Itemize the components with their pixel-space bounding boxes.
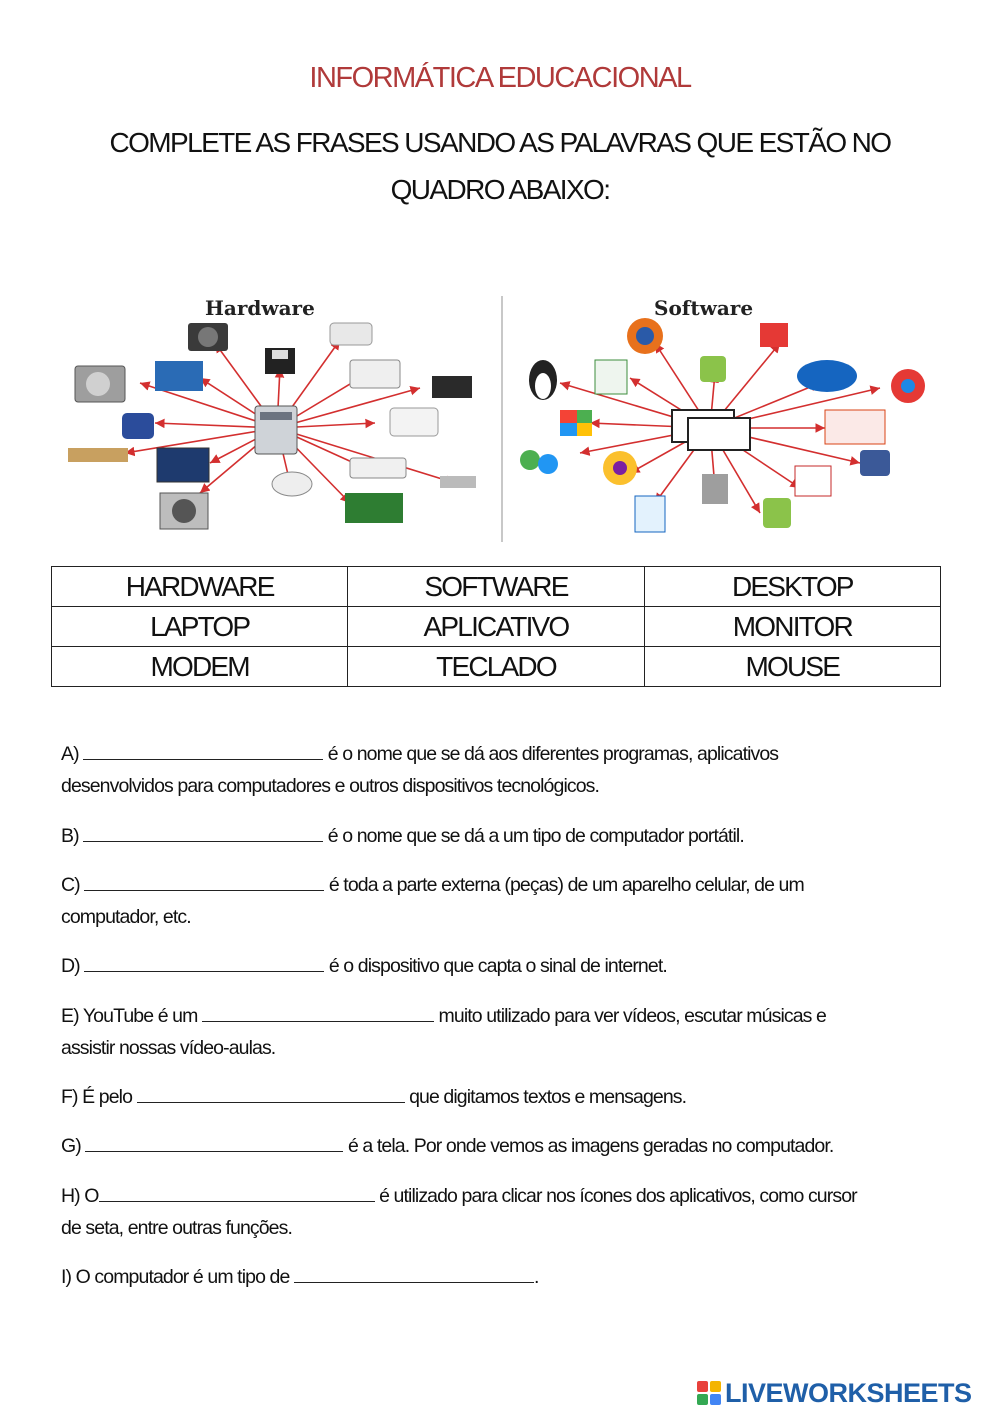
word-bank-row bbox=[52, 607, 941, 647]
word-bank-table bbox=[51, 566, 941, 687]
word-bank-cell: MONITOR bbox=[644, 607, 940, 647]
word-bank-row bbox=[52, 647, 941, 687]
answer-blank-b[interactable] bbox=[83, 823, 323, 842]
question-text: é a tela. Por onde vemos as imagens geradas no computador. bbox=[347, 1135, 834, 1157]
word-bank-cell: SOFTWARE bbox=[348, 567, 644, 607]
acrobat-icon bbox=[795, 466, 831, 496]
question-text-continued: de seta, entre outras funções. bbox=[61, 1217, 292, 1239]
avg-icon bbox=[760, 323, 788, 347]
printer-icon bbox=[330, 323, 372, 345]
question-label: B) bbox=[61, 825, 79, 847]
answer-blank-a[interactable] bbox=[83, 741, 323, 760]
answer-blank-i[interactable] bbox=[294, 1264, 534, 1283]
question-label: D) bbox=[61, 955, 80, 977]
question-label: G) bbox=[61, 1135, 81, 1157]
word-bank-cell: APLICATIVO bbox=[348, 607, 644, 647]
question-text-continued: computador, etc. bbox=[61, 906, 191, 928]
external-drive-icon bbox=[390, 408, 438, 436]
answer-blank-f[interactable] bbox=[137, 1084, 405, 1103]
question-text: é o nome que se dá a um tipo de computador portátil. bbox=[327, 825, 744, 847]
question-e bbox=[61, 1000, 941, 1064]
monitor-icon bbox=[157, 448, 209, 482]
question-text: é utilizado para clicar nos ícones dos aplicativos, como cursor bbox=[379, 1185, 857, 1207]
hardware-software-illustration bbox=[60, 288, 940, 543]
keyboard-icon bbox=[350, 458, 406, 478]
word-bank-cell: DESKTOP bbox=[644, 567, 940, 607]
thunderbird-icon bbox=[797, 360, 857, 392]
question-text: é toda a parte externa (peças) de um aparelho celular, de um bbox=[328, 874, 804, 896]
inkjet-printer-icon bbox=[350, 360, 400, 388]
question-label: F) É pelo bbox=[61, 1086, 133, 1108]
question-c bbox=[61, 869, 941, 933]
question-i bbox=[61, 1261, 941, 1293]
answer-blank-d[interactable] bbox=[84, 953, 324, 972]
question-text: é o dispositivo que capta o sinal de internet. bbox=[328, 955, 667, 977]
instruction-line-1: COMPLETE AS FRASES USANDO AS PALAVRAS QUE ESTÃO NO bbox=[109, 127, 891, 158]
question-label: H) O bbox=[61, 1185, 99, 1207]
question-text: que digitamos textos e mensagens. bbox=[409, 1086, 687, 1108]
doc-icon bbox=[635, 496, 665, 532]
liveworksheets-brand[interactable] bbox=[697, 1376, 972, 1410]
question-text-continued: assistir nossas vídeo-aulas. bbox=[61, 1037, 276, 1059]
answer-blank-g[interactable] bbox=[85, 1133, 343, 1152]
question-label: C) bbox=[61, 874, 80, 896]
word-bank-cell: HARDWARE bbox=[52, 567, 348, 607]
question-label: E) YouTube é um bbox=[61, 1005, 198, 1027]
page-title: INFORMÁTICA EDUCACIONAL bbox=[309, 62, 691, 94]
question-label: A) bbox=[61, 743, 79, 765]
android-icon bbox=[700, 356, 726, 382]
network-card-icon bbox=[345, 493, 403, 523]
brand-name: LIVEWORKSHEETS bbox=[725, 1377, 972, 1408]
word-bank-row bbox=[52, 567, 941, 607]
app-icon bbox=[763, 498, 791, 528]
word-bank-cell: TECLADO bbox=[348, 647, 644, 687]
excel-icon bbox=[595, 360, 627, 394]
liveworksheets-logo-icon bbox=[697, 1381, 721, 1405]
question-a bbox=[61, 738, 941, 802]
question-d bbox=[61, 950, 941, 982]
software-items bbox=[520, 318, 925, 532]
calculator-icon bbox=[702, 474, 728, 504]
question-b bbox=[61, 820, 941, 852]
instruction-line-2: QUADRO ABAIXO: bbox=[390, 174, 610, 205]
usb-cable-icon bbox=[440, 476, 476, 488]
chip-icon bbox=[432, 376, 472, 398]
word-bank-cell: MODEM bbox=[52, 647, 348, 687]
question-f bbox=[61, 1081, 941, 1113]
word-bank-cell: MOUSE bbox=[644, 647, 940, 687]
answer-blank-h[interactable] bbox=[99, 1183, 375, 1202]
mouse-icon bbox=[272, 472, 312, 496]
answer-blank-e[interactable] bbox=[202, 1003, 434, 1022]
question-h bbox=[61, 1180, 941, 1244]
cable-icon bbox=[68, 448, 128, 462]
question-text: . bbox=[533, 1266, 539, 1288]
question-text-continued: desenvolvidos para computadores e outros dispositivos tecnológicos. bbox=[61, 775, 600, 797]
optical-drive-icon bbox=[155, 361, 203, 391]
question-text: é o nome que se dá aos diferentes programas, aplicativos bbox=[327, 743, 779, 765]
question-g bbox=[61, 1130, 941, 1162]
presentation-icon bbox=[825, 410, 885, 444]
hardware-devices bbox=[68, 323, 476, 529]
users-icon bbox=[520, 450, 540, 470]
question-text: muito utilizado para ver vídeos, escutar músicas e bbox=[438, 1005, 826, 1027]
software-heading: Software bbox=[654, 296, 754, 320]
facebook-icon bbox=[860, 450, 890, 476]
answer-blank-c[interactable] bbox=[84, 872, 324, 891]
hardware-heading: Hardware bbox=[205, 296, 315, 320]
word-bank-cell: LAPTOP bbox=[52, 607, 348, 647]
usb-drive-icon bbox=[122, 413, 154, 439]
question-label: I) O computador é um tipo de bbox=[61, 1266, 290, 1288]
